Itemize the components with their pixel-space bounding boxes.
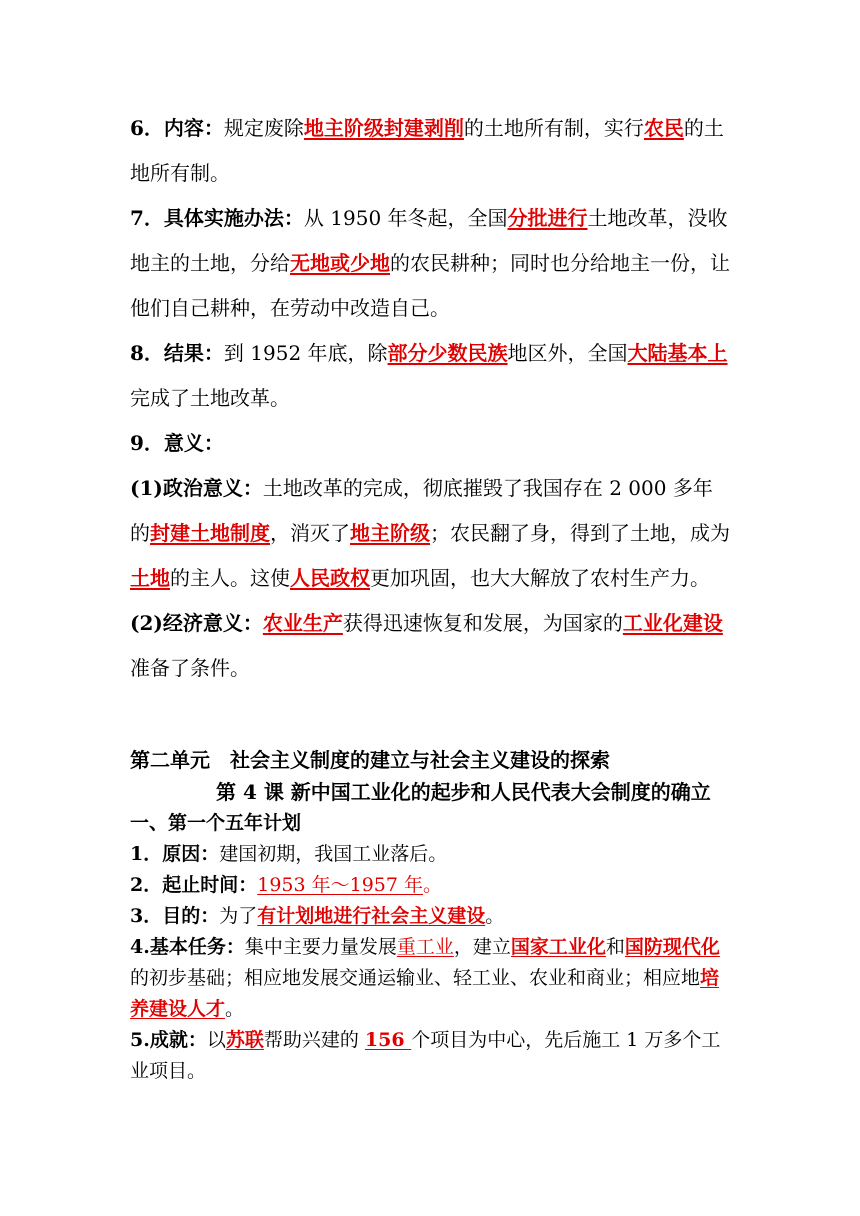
text: 。 <box>423 874 443 896</box>
key-term: 地主阶级 <box>350 521 430 545</box>
key-term: 人民政权 <box>290 566 370 590</box>
label: 3．目的： <box>130 905 220 927</box>
text: 个项目为中心，先后施工 1 万多个工业项目。 <box>130 1029 721 1082</box>
text: 。 <box>225 998 245 1020</box>
text: ；农民翻了身，得到了土地，成为 <box>430 521 730 545</box>
key-term: 苏联 <box>225 1029 264 1051</box>
label: 4.基本任务： <box>130 936 245 958</box>
paragraph-economic-significance <box>130 601 732 691</box>
text: 帮助兴建的 <box>263 1029 365 1051</box>
text: 从 1950 年冬起，全国 <box>303 206 508 230</box>
key-term: 地主阶级封建剥削 <box>303 116 464 140</box>
key-term: 无地或少地 <box>290 251 390 275</box>
text: 土地改革的完成，彻底摧毁了我国存在 2 000 多年的 <box>130 476 713 545</box>
text: 更加巩固，也大大解放了农村生产力。 <box>370 566 710 590</box>
unit-two-section <box>130 744 732 1087</box>
text: 土地改革，没收地主的土地，分给 <box>130 206 728 275</box>
key-term: 1953 年～1957 年 <box>257 874 424 896</box>
text: 完成了土地改革。 <box>130 386 290 410</box>
text: 的初步基础；相应地发展交通运输业、轻工业、农业和商业；相应地 <box>130 967 701 989</box>
paragraph-result <box>130 331 732 421</box>
label: 9．意义： <box>130 431 224 455</box>
paragraph-significance <box>130 421 732 466</box>
label: (1)政治意义： <box>130 476 263 500</box>
text: 为了 <box>219 905 258 927</box>
label: 1．原因： <box>130 843 220 865</box>
section-heading: 一、第一个五年计划 <box>130 812 302 834</box>
key-term: 部分少数民族 <box>387 341 508 365</box>
text: 集中主要力量发展 <box>244 936 397 958</box>
key-term: 工业化建设 <box>622 611 723 635</box>
key-term: 封建土地制度 <box>150 521 270 545</box>
key-term: 国家工业化 <box>510 936 606 958</box>
label: 2．起止时间： <box>130 874 258 896</box>
text: ，消灭了 <box>270 521 350 545</box>
list-item-tasks <box>130 932 732 1025</box>
label: 7．具体实施办法： <box>130 206 304 230</box>
paragraph-content <box>130 106 732 196</box>
key-term: 重工业 <box>396 936 454 958</box>
unit-title: 第二单元 社会主义制度的建立与社会主义建设的探索 <box>130 748 610 772</box>
text: 准备了条件。 <box>130 656 250 680</box>
text: 。 <box>485 905 505 927</box>
key-term: 土地 <box>130 566 170 590</box>
key-term: 国防现代化 <box>624 936 720 958</box>
list-item-period <box>130 870 732 901</box>
text: 的农民耕种；同时也分给地主一份，让他们自己耕种，在劳动中改造自己。 <box>130 251 730 320</box>
text: 规定废除 <box>223 116 304 140</box>
list-item-purpose <box>130 901 732 932</box>
text: 地区外，全国 <box>507 341 628 365</box>
text: 建国初期，我国工业落后。 <box>219 843 448 865</box>
text: 获得迅速恢复和发展，为国家的 <box>342 611 623 635</box>
key-term: 分批进行 <box>507 206 588 230</box>
paragraph-political-significance <box>130 466 732 601</box>
key-term: 156 <box>364 1029 412 1051</box>
text: 和 <box>605 936 625 958</box>
text: ，建立 <box>453 936 511 958</box>
label: 5.成就： <box>130 1029 207 1051</box>
text: 的土地所有制。 <box>130 116 724 185</box>
text: 的主人。这使 <box>170 566 290 590</box>
paragraph-method <box>130 196 732 331</box>
label: (2)经济意义： <box>130 611 263 635</box>
key-term: 农民 <box>643 116 684 140</box>
label: 6．内容： <box>130 116 224 140</box>
text: 到 1952 年底，除 <box>223 341 388 365</box>
land-reform-section <box>130 106 732 691</box>
lesson-title: 第 4 课 新中国工业化的起步和人民代表大会制度的确立 <box>216 780 711 804</box>
key-term: 大陆基本上 <box>627 341 728 365</box>
label: 8．结果： <box>130 341 224 365</box>
text: 以 <box>206 1029 226 1051</box>
text: 的土地所有制，实行 <box>463 116 644 140</box>
key-term: 有计划地进行社会主义建设 <box>257 905 486 927</box>
key-term: 培养建设人才 <box>130 967 720 1020</box>
key-term: 农业生产 <box>262 611 343 635</box>
list-item-reason <box>130 839 732 870</box>
list-item-achievements <box>130 1025 732 1087</box>
